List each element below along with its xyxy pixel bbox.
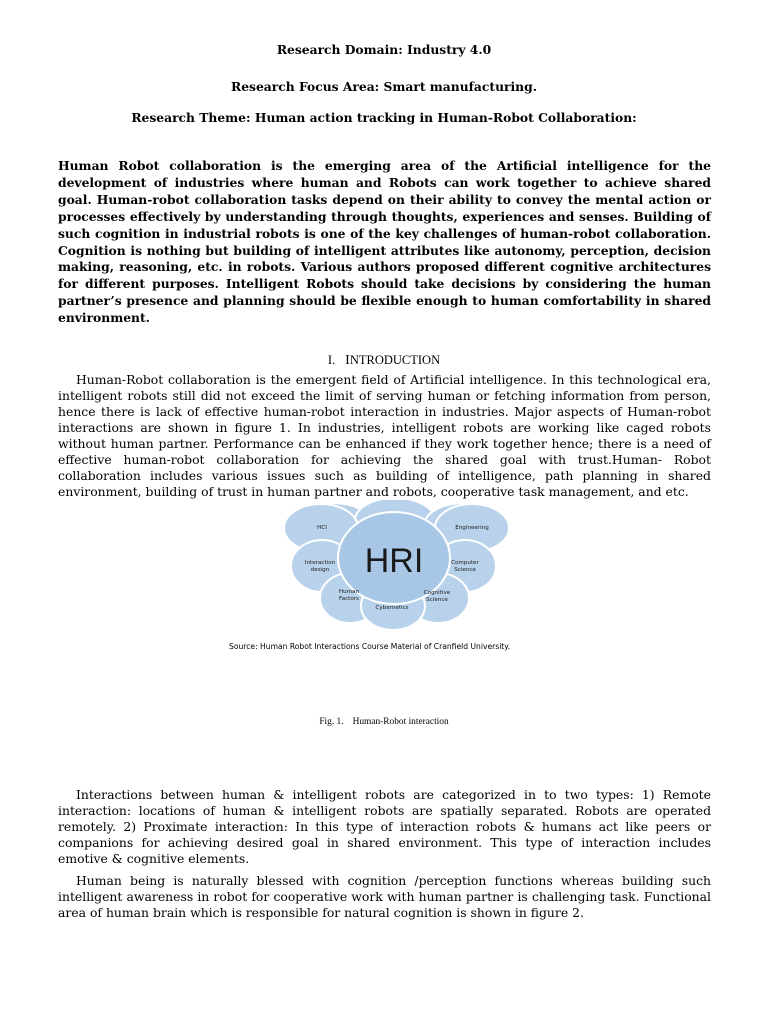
section-title-initial: I: [345, 353, 350, 368]
node-cognitive-label-1: Cognitive: [423, 590, 451, 596]
intro-paragraph-3: Human being is naturally blessed with cognition /perception functions whereas building such intelligent awareness in robot for cooperative work with human partner is challenging task. Functional area of human brain which is responsible for natural cognition is shown in figure 2.: [58, 873, 711, 920]
abstract-paragraph: Human Robot collaboration is the emerging area of the Artificial intelligence for the development of industries where human and Robots can work together to achieve shared goal. Human-robot collaboration tasks depend on their ability to convey the mental action or processes effectively by understanding through thoughts, experiences and senses. Building of such cognition in industrial robots is one of the key challenges of human-robot collaboration. Cognition is nothing but building of intelligent attributes like autonomy, perception, decision making, reasoning, etc. in robots. Various authors proposed different cognitive architectures for different purposes. Intelligent Robots should take decisions by considering the human partner’s presence and planning should be flexible enough to human comfortability in shared environment.: [58, 158, 711, 326]
research-domain-heading: Research Domain: Industry 4.0: [276, 42, 492, 57]
hri-center-label: HRI: [364, 542, 424, 580]
figure-source-note: Source: Human Robot Interactions Course Material of Cranfield University.: [229, 642, 511, 651]
figure-caption: [0, 716, 768, 728]
intro-paragraph-2: Interactions between human & intelligent robots are categorized in to two types: 1) Remote interaction: locations of human & intelligent robots are spatially separated. Robots are operated remotely. 2) Proximate interaction: In this type of interaction robots & humans act like peers or companions for achieving desired goal in shared environment. This type of interaction includes emotive & cognitive elements.: [58, 787, 711, 866]
node-engineering-label: Engineering: [455, 525, 489, 531]
figure-caption-text: Human-Robot interaction: [352, 717, 449, 727]
node-computer-label-1: Computer: [451, 560, 479, 566]
node-human-factors-label-1: Human: [338, 589, 360, 595]
section-heading-introduction: [0, 352, 768, 369]
research-focus-heading: Research Focus Area: Smart manufacturing.: [231, 79, 537, 94]
hri-figure: [228, 500, 572, 660]
hri-diagram: [228, 500, 572, 660]
section-title-rest: NTRODUCTION: [349, 353, 441, 367]
research-theme-heading: Research Theme: Human action tracking in Human-Robot Collaboration:: [131, 110, 637, 125]
intro-paragraph-1: Human-Robot collaboration is the emergent field of Artificial intelligence. In this technological era, intelligent robots still did not exceed the limit of serving human or fetching information from person, hence there is lack of effective human-robot interaction in industries. Major aspects of Human-robot interactions are shown in figure 1. In industries, intelligent robots are working like caged robots without human partner. Performance can be enhanced if they work together hence; there is a need of effective human-robot collaboration for achieving the shared goal with trust.Human- Robot collaboration includes various issues such as building of intelligence, path planning in shared environment, building of trust in human partner and robots, cooperative task management, and etc.: [58, 372, 711, 499]
node-interaction-label-2: design: [310, 567, 330, 573]
section-number: I.: [327, 353, 336, 367]
node-human-factors-label-2: Factors: [338, 596, 360, 602]
node-cognitive-label-2: Science: [426, 597, 448, 603]
node-hci-label: HCI: [317, 525, 327, 531]
node-cybernetics-label: Cybernetics: [375, 605, 409, 611]
figure-caption-label: Fig. 1.: [319, 717, 344, 727]
node-computer-label-2: Science: [454, 567, 476, 573]
node-interaction-label-1: Interaction: [304, 560, 336, 566]
